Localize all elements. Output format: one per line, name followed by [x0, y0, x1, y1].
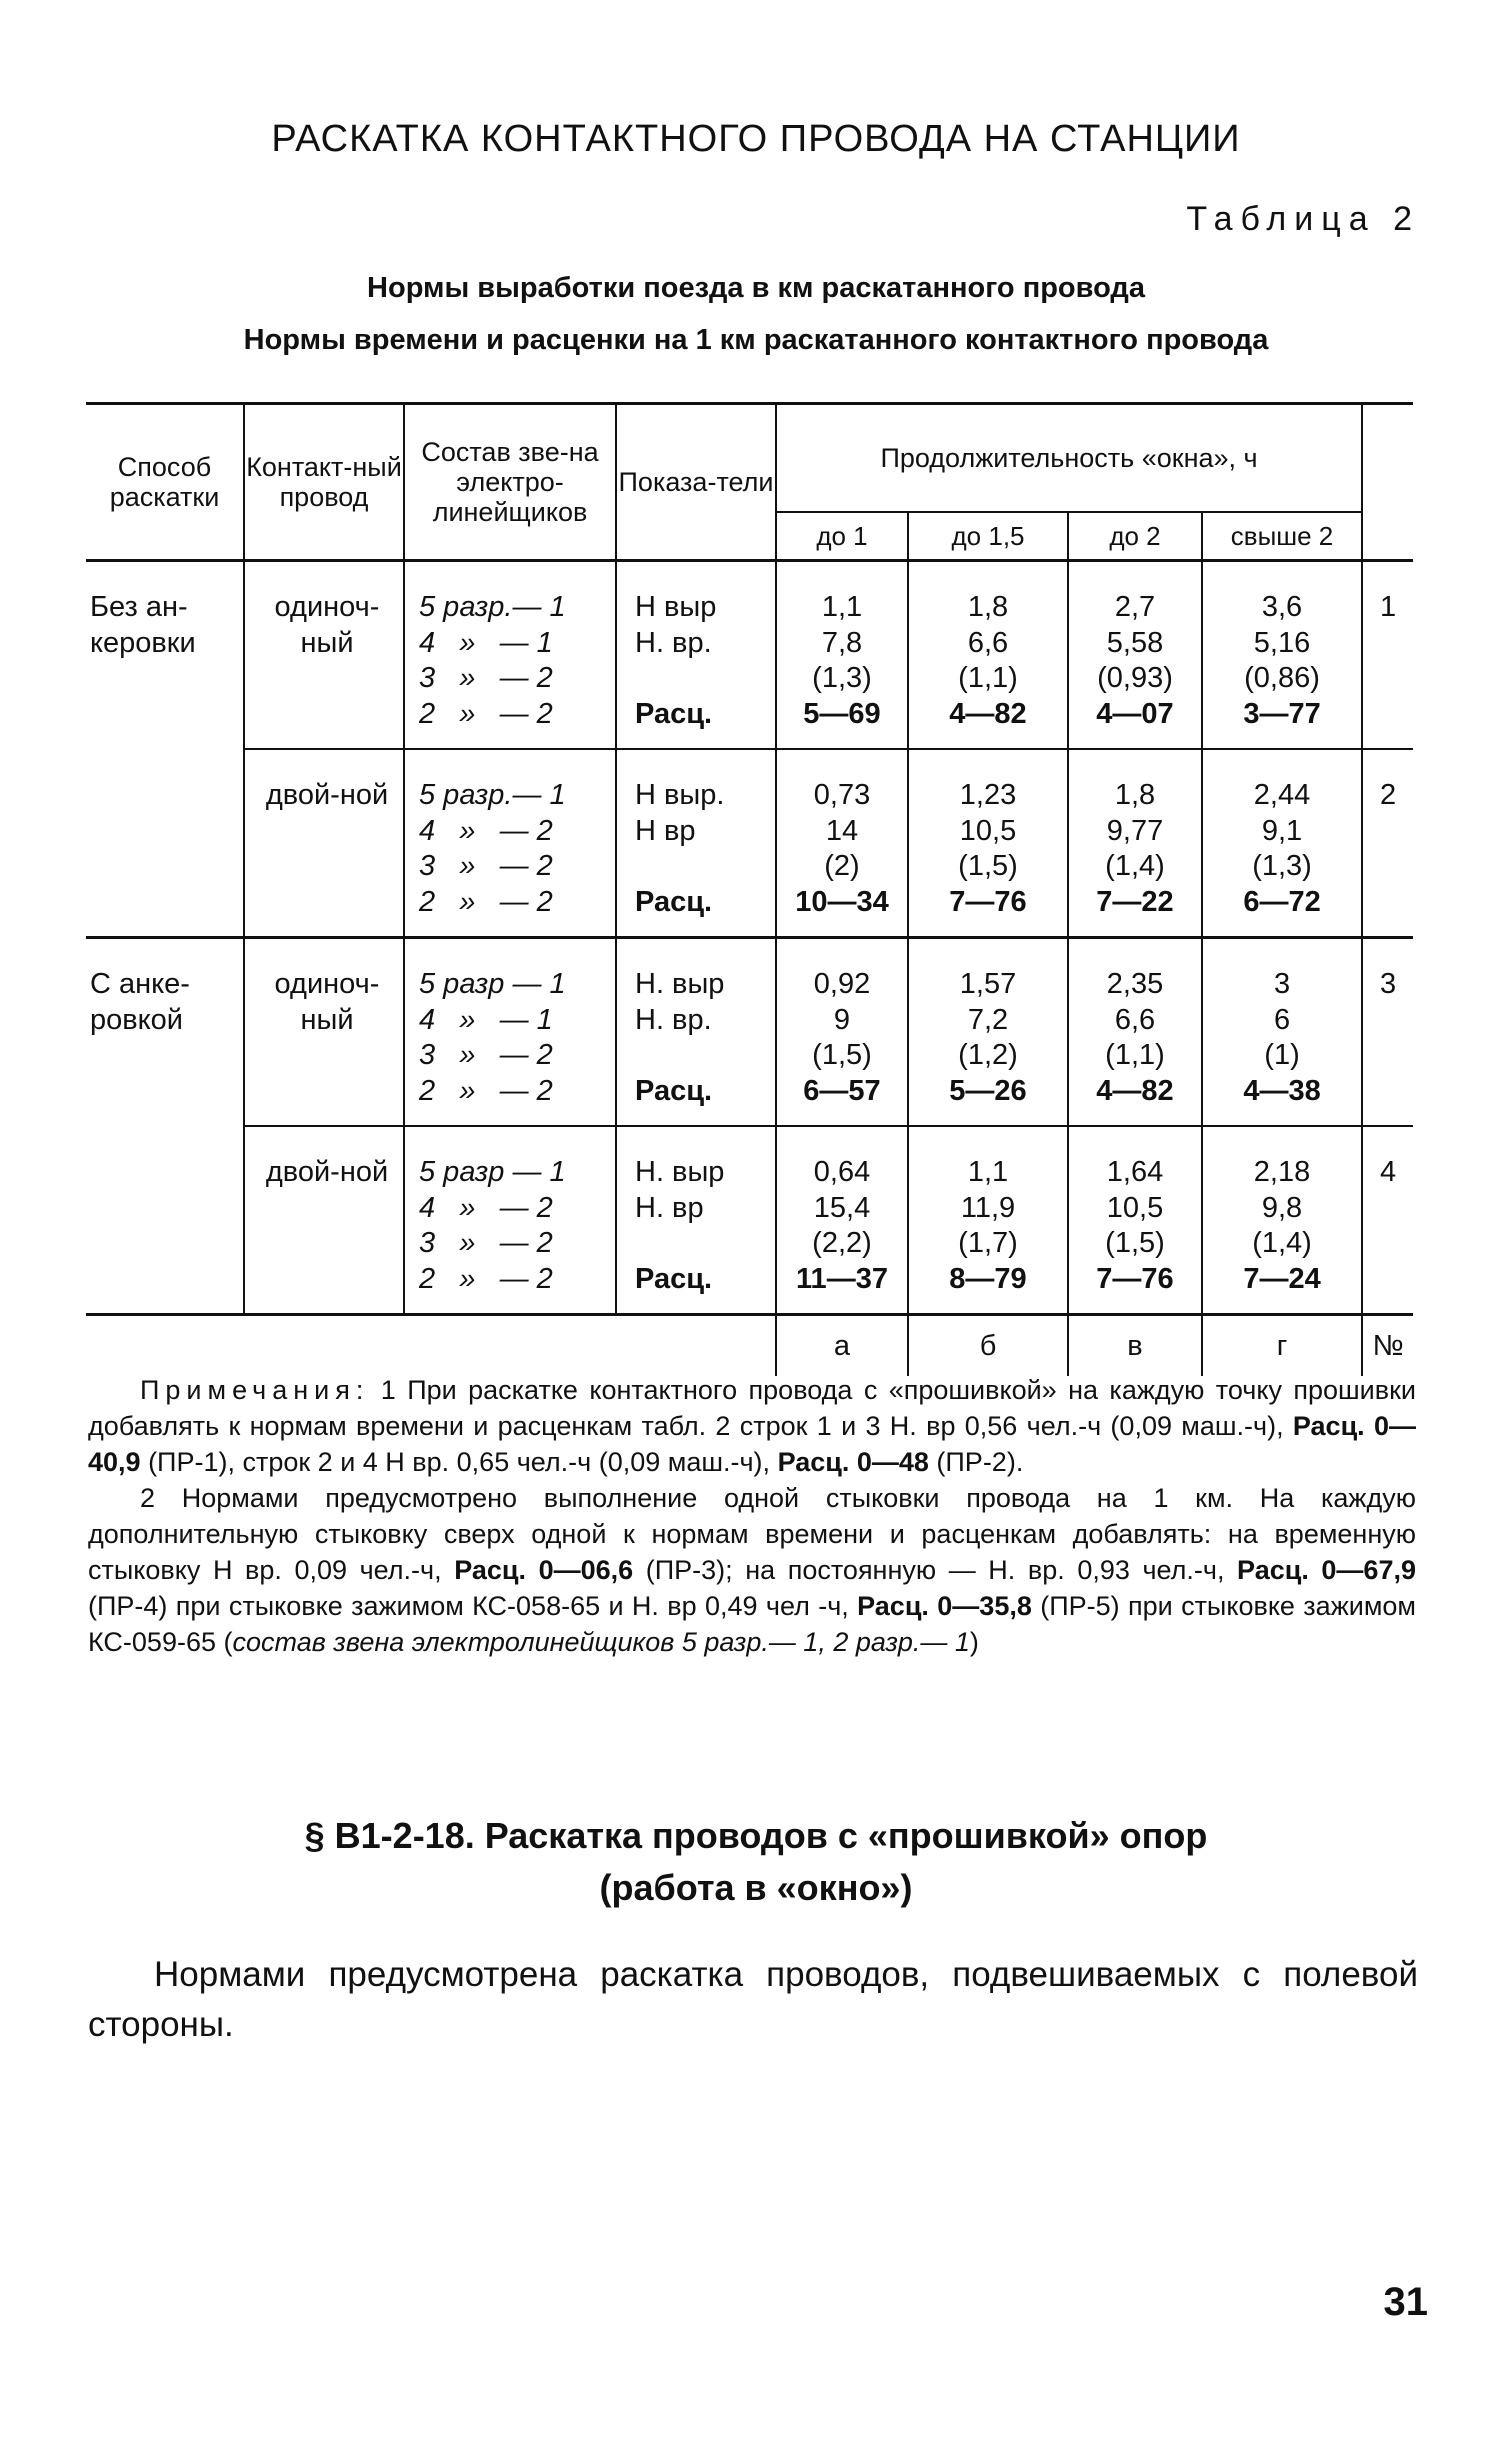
cell-value-c [1068, 1126, 1202, 1315]
note-rate: Расц. 0—67,9 [1237, 1555, 1416, 1585]
cell-indicators-line: Н. выр [635, 968, 725, 1000]
cell-row-number: 1 [1362, 561, 1413, 750]
cell-value-b [908, 749, 1068, 938]
cell-value-d [1202, 938, 1362, 1127]
header-crew: Состав зве-на электро-линейщиков [404, 404, 616, 561]
cell-value-b-line: 4—82 [949, 697, 1027, 730]
cell-wire: двой-ной [244, 1126, 404, 1315]
cell-indicators-line [635, 1226, 775, 1262]
cell-value-b-line: 7—76 [949, 885, 1027, 918]
notes-label: Примечания: [140, 1375, 370, 1405]
cell-value-d [1202, 1126, 1362, 1315]
footer-number-sign: № [1372, 1329, 1404, 1362]
norms-table [86, 402, 1413, 1376]
cell-indicators [616, 938, 776, 1127]
cell-indicators-line [635, 1038, 775, 1074]
cell-value-a-line: 15,4 [813, 1191, 871, 1224]
cell-crew-line: 4 » — 2 [419, 814, 553, 847]
cell-value-c-line: 5,58 [1106, 626, 1164, 659]
cell-value-d-line: 9,8 [1261, 1191, 1303, 1224]
cell-crew [404, 561, 616, 750]
cell-value-c [1068, 938, 1202, 1127]
header-window-col: до 1 [776, 512, 908, 561]
cell-crew [404, 749, 616, 938]
note-rate: Расц. 0—35,8 [857, 1591, 1032, 1621]
cell-crew-line: 2 » — 2 [419, 885, 553, 918]
cell-value-b-line: 1,8 [967, 591, 1009, 623]
cell-value-a-line: (2,2) [812, 1227, 872, 1259]
cell-value-d-line: 3,6 [1261, 591, 1303, 623]
section-body [88, 1950, 1418, 2050]
footer-blank [404, 1315, 616, 1377]
cell-value-c-line: 4—82 [1096, 1074, 1174, 1107]
cell-value-c-line: 4—07 [1096, 697, 1174, 730]
header-window-duration: Продолжительность «окна», ч [776, 404, 1362, 513]
cell-value-a [776, 1126, 908, 1315]
cell-row-number: 3 [1362, 938, 1413, 1127]
note-text: (ПР-4) при стыковке зажимом КС-058-65 и Н. вр 0,49 чел -ч, [88, 1591, 858, 1621]
cell-indicators-line: Н выр [635, 591, 717, 623]
cell-value-b-line: 11,9 [960, 1191, 1016, 1224]
table-row [86, 1126, 1413, 1315]
note-2 [88, 1480, 1416, 1660]
cell-value-c-line: 2,35 [1106, 968, 1164, 1000]
cell-value-b-line: 1,57 [959, 968, 1017, 1000]
cell-value-b [908, 561, 1068, 750]
cell-crew-line: 5 разр.— 1 [419, 591, 566, 623]
header-window-col: свыше 2 [1202, 512, 1362, 561]
cell-crew-line: 5 разр — 1 [419, 1156, 566, 1188]
cell-wire: одиноч-ный [244, 561, 404, 750]
table-row [86, 561, 1413, 750]
cell-crew-line: 2 » — 2 [419, 1262, 553, 1295]
cell-value-b-line: (1,7) [958, 1227, 1018, 1259]
note-text: 1 При раскатке контактного провода с «прошивкой» на каждую точку прошивки добавлять к нормам времени и расценкам табл. 2 строк 1 и 3 Н. вр 0,56 чел.-ч (0,09 маш.-ч), [88, 1375, 1416, 1441]
cell-value-d-line: (1) [1264, 1039, 1300, 1071]
cell-value-c-line: (1,1) [1105, 1039, 1165, 1071]
cell-value-b-line: 1,1 [967, 1156, 1009, 1188]
cell-value-d [1202, 561, 1362, 750]
cell-value-d-line: (0,86) [1244, 662, 1320, 694]
cell-indicators-line: Н. выр [635, 1156, 725, 1188]
page-number: 31 [1383, 2280, 1428, 2324]
cell-value-c-line: 7—22 [1096, 885, 1174, 918]
cell-crew-line: 2 » — 2 [419, 697, 553, 730]
cell-value-c-line: 2,7 [1114, 591, 1156, 623]
cell-value-a [776, 749, 908, 938]
cell-value-d-line: 5,16 [1253, 626, 1311, 659]
cell-value-b-line: 1,23 [959, 779, 1017, 811]
cell-indicators [616, 749, 776, 938]
note-text: ) [969, 1627, 979, 1657]
note-1 [88, 1372, 1416, 1480]
cell-value-a-line: (1,3) [812, 662, 872, 694]
section-heading-line2: (работа в «окно») [599, 1867, 913, 1908]
cell-value-a [776, 561, 908, 750]
note-rate: Расц. 0—06,6 [454, 1555, 634, 1585]
cell-method: С анке-ровкой [86, 938, 244, 1315]
cell-value-b-line: 7,2 [967, 1003, 1009, 1036]
cell-value-c-line: 1,8 [1114, 779, 1156, 811]
cell-method: Без ан-керовки [86, 561, 244, 938]
table-row [86, 749, 1413, 938]
cell-value-b-line: 5—26 [949, 1074, 1027, 1107]
cell-value-d-line: 2,44 [1253, 779, 1311, 811]
table-notes [88, 1372, 1416, 1660]
cell-value-b-line: 6,6 [967, 626, 1009, 659]
cell-value-a-line: 1,1 [821, 591, 863, 623]
cell-indicators [616, 1126, 776, 1315]
cell-value-a-line: 5—69 [803, 697, 881, 730]
cell-value-c [1068, 749, 1202, 938]
cell-crew-line: 4 » — 1 [419, 1003, 553, 1036]
cell-value-a-line: (2) [824, 850, 860, 882]
header-window-col: до 2 [1068, 512, 1202, 561]
cell-crew-line: 3 » — 2 [419, 1039, 553, 1071]
cell-value-d-line: (1,4) [1252, 1227, 1312, 1259]
cell-crew-line: 3 » — 2 [419, 850, 553, 882]
cell-value-b-line: (1,5) [958, 850, 1018, 882]
cell-crew-line: 4 » — 1 [419, 626, 553, 659]
cell-value-b-line: 8—79 [949, 1262, 1027, 1295]
cell-value-c-line: 9,77 [1106, 814, 1164, 847]
cell-value-b [908, 1126, 1068, 1315]
cell-value-d-line: 9,1 [1261, 814, 1303, 847]
section-heading [0, 1810, 1512, 1914]
cell-value-a-line: 14 [825, 814, 859, 847]
cell-indicators-line [635, 849, 775, 885]
cell-value-b-line: (1,1) [958, 662, 1018, 694]
cell-row-number: 2 [1362, 749, 1413, 938]
cell-value-c-line: 7—76 [1096, 1262, 1174, 1295]
cell-value-c-line: 10,5 [1106, 1191, 1164, 1224]
cell-indicators-line: Н. вр [635, 1191, 704, 1224]
cell-indicators-line: Расц. [635, 697, 713, 730]
cell-value-d-line: 6—72 [1243, 885, 1321, 918]
cell-value-a-line: 0,92 [813, 968, 871, 1000]
note-rate: Расц. 0—48 [777, 1447, 929, 1477]
header-window-col: до 1,5 [908, 512, 1068, 561]
cell-crew-line: 2 » — 2 [419, 1074, 553, 1107]
cell-crew-line: 3 » — 2 [419, 662, 553, 694]
cell-indicators-line: Н выр. [635, 779, 725, 811]
cell-value-a-line: 0,64 [813, 1156, 871, 1188]
cell-value-a-line: 9 [833, 1003, 851, 1036]
cell-indicators-line: Расц. [635, 1262, 713, 1295]
cell-wire: одиноч-ный [244, 938, 404, 1127]
note-crew-italic: состав звена электролинейщиков 5 разр.— 1, 2 разр.— 1 [232, 1627, 970, 1657]
note-text: (ПР-2). [928, 1447, 1024, 1477]
note-text: (ПР-1), строк 2 и 4 Н вр. 0,65 чел.-ч (0,09 маш.-ч), [140, 1447, 778, 1477]
cell-value-a-line: (1,5) [812, 1039, 872, 1071]
footer-blank [86, 1315, 244, 1377]
footer-letter: а [776, 1315, 908, 1377]
header-indicators: Показа-тели [616, 404, 776, 561]
cell-crew-line: 5 разр.— 1 [419, 779, 566, 811]
header-wire: Контакт-ный провод [244, 404, 404, 561]
cell-crew [404, 938, 616, 1127]
cell-value-d-line: (1,3) [1252, 850, 1312, 882]
cell-value-d-line: 7—24 [1243, 1262, 1321, 1295]
section-paragraph: Нормами предусмотрена раскатка проводов, подвешиваемых с полевой стороны. [88, 1955, 1418, 2044]
footer-letter: г [1202, 1315, 1362, 1377]
cell-value-d-line: 3—77 [1243, 697, 1321, 730]
cell-crew [404, 1126, 616, 1315]
cell-value-c-line: (1,4) [1105, 850, 1165, 882]
cell-value-a-line: 7,8 [821, 626, 863, 659]
footer-letter: б [908, 1315, 1068, 1377]
cell-value-c-line: (1,5) [1105, 1227, 1165, 1259]
cell-value-d-line: 4—38 [1243, 1074, 1321, 1107]
cell-indicators-line: Н вр [635, 814, 696, 847]
cell-value-c-line: 1,64 [1106, 1156, 1164, 1188]
cell-crew-line: 4 » — 2 [419, 1191, 553, 1224]
cell-indicators-line: Расц. [635, 1074, 713, 1107]
cell-value-b-line: 10,5 [959, 814, 1017, 847]
note-text: (ПР-5) при стыковке зажимом КС-059-65 ( [88, 1591, 1416, 1657]
table-row [86, 938, 1413, 1127]
cell-indicators-line: Расц. [635, 885, 713, 918]
cell-value-a-line: 11—37 [796, 1262, 888, 1295]
cell-value-a-line: 0,73 [813, 779, 871, 811]
note-text: (ПР-3); на постоянную — Н. вр. 0,93 чел.-ч, [633, 1555, 1238, 1585]
cell-crew-line: 5 разр — 1 [419, 968, 566, 1000]
cell-value-b-line: (1,2) [958, 1039, 1018, 1071]
page-header-title: РАСКАТКА КОНТАКТНОГО ПРОВОДА НА СТАНЦИИ [271, 118, 1241, 160]
footer-blank [244, 1315, 404, 1377]
cell-value-c-line: (0,93) [1097, 662, 1173, 694]
note-text: 2 Нормами предусмотрено выполнение одной стыковки провода на 1 км. На каждую дополнительную стыковку сверх одной к нормам времени и расценкам добавлять: на временную стыковку Н вр. 0,09 чел.-ч, [88, 1483, 1416, 1585]
footer-letter: в [1068, 1315, 1202, 1377]
cell-value-a-line: 6—57 [803, 1074, 881, 1107]
header-method: Способ раскатки [86, 404, 244, 561]
cell-value-c-line: 6,6 [1114, 1003, 1156, 1036]
table-number: Таблица 2 [1186, 200, 1420, 238]
cell-indicators-line: Н. вр. [635, 1003, 712, 1036]
cell-value-d-line: 3 [1273, 968, 1291, 1000]
note-rate: Расц. 0—40,9 [88, 1411, 1416, 1477]
table-caption-line1: Нормы выработки поезда в км раскатанного провода [367, 272, 1145, 304]
cell-value-b [908, 938, 1068, 1127]
cell-value-c [1068, 561, 1202, 750]
table-caption-line2: Нормы времени и расценки на 1 км раскатанного контактного провода [243, 324, 1269, 356]
cell-value-a-line: 10—34 [795, 885, 889, 918]
cell-crew-line: 3 » — 2 [419, 1227, 553, 1259]
header-blank [1362, 404, 1413, 561]
cell-row-number: 4 [1362, 1126, 1413, 1315]
footer-blank [616, 1315, 776, 1377]
cell-value-d-line: 6 [1273, 1003, 1291, 1036]
table-body [86, 561, 1413, 1315]
cell-wire: двой-ной [244, 749, 404, 938]
section-heading-line1: § В1-2-18. Раскатка проводов с «прошивкой» опор [304, 1815, 1208, 1856]
cell-indicators-line: Н. вр. [635, 626, 712, 659]
cell-value-d-line: 2,18 [1253, 1156, 1311, 1188]
cell-value-d [1202, 749, 1362, 938]
cell-indicators-line [635, 661, 775, 697]
cell-indicators [616, 561, 776, 750]
cell-value-a [776, 938, 908, 1127]
